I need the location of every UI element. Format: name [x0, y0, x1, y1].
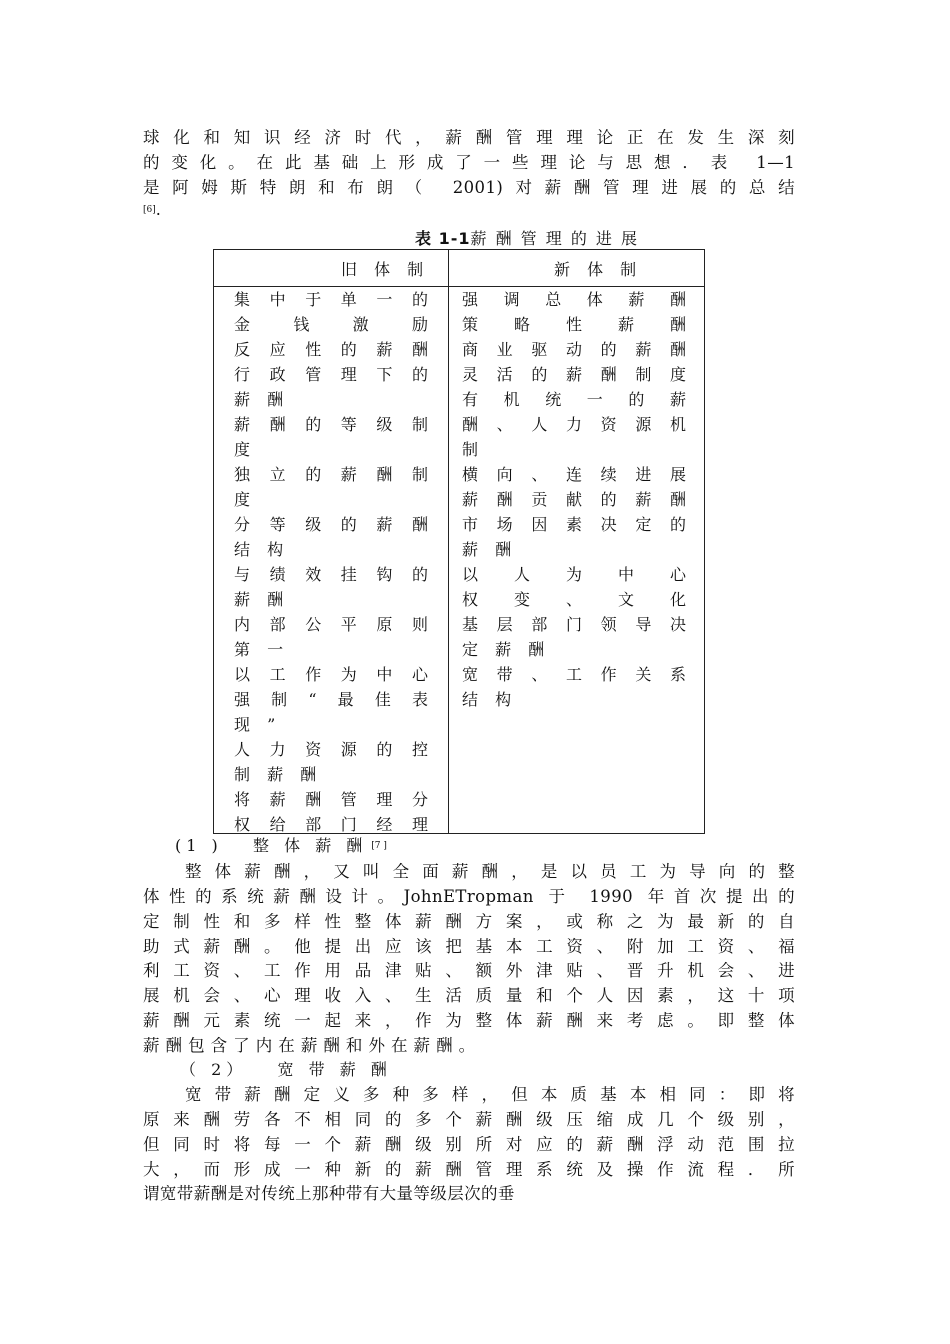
table-cell-line: 有机统一的薪 — [462, 390, 686, 409]
header-old-system: 旧 体 制 — [341, 260, 430, 279]
paragraph-line: 薪 酬 包 含 了 内 在 薪 酬 和 外 在 薪 酬 。 — [143, 1035, 476, 1055]
paragraph-line: 展机会、心理收入、生活质量和个人因素，这十项 — [143, 986, 795, 1006]
paragraph-line: 助式薪酬。他提出应该把基本工资、附加工资、福 — [143, 936, 795, 956]
table-caption — [415, 226, 639, 249]
paragraph-line: 体性的系统薪酬设计。JohnETropman 于 1990 年首次提出的 — [143, 886, 795, 906]
table-cell-line: 权 变 、 文 化 — [462, 590, 686, 609]
table-cell-line: 集中于单一的 — [234, 290, 428, 309]
section2-number: （ 2） — [180, 1060, 248, 1079]
table-cell-line: 薪 酬 — [462, 540, 518, 559]
table-cell-line: 权给部门经理 — [234, 815, 428, 834]
intro-line: 是阿姆斯特朗和布朗（ 2001)对薪酬管理进展的总结 — [143, 178, 795, 197]
intro-line: 的变化。在此基础上形成了一些理论与思想．表 1—1 — [143, 153, 795, 172]
table-cell-line: 横 向 、 连 续 进 展 — [462, 465, 686, 484]
paragraph-line: 谓宽带薪酬是对传统上那种带有大量等级层次的垂 — [143, 1184, 515, 1204]
table-cell-line: 策 略 性 薪 酬 — [462, 315, 686, 334]
table-cell-line: 强制“最佳表 — [234, 690, 428, 709]
section1-number: (1 ) — [175, 836, 223, 855]
section2-heading — [180, 1058, 392, 1082]
table-cell-line: 内部公平原则 — [234, 615, 428, 634]
table-cell-line: 人力资源的控 — [234, 740, 428, 759]
table-cell-line: 制 — [462, 440, 485, 459]
table-cell-line: 商业驱动的薪酬 — [462, 340, 686, 359]
table-cell-line: 度 — [234, 440, 257, 459]
table-cell-line: 以 人 为 中 心 — [462, 565, 686, 584]
table-cell-line: 薪 酬 — [234, 590, 290, 609]
table-cell-line: 酬、人力资源机 — [462, 415, 686, 434]
paragraph-line: 原来酬劳各不相同的多个薪酬级压缩成几个级别， — [143, 1109, 795, 1129]
citation-tail: . — [155, 200, 161, 219]
paragraph-line: 整体薪酬，又叫全面薪酬，是以员工为导向的整 — [185, 862, 795, 881]
table-cell-line: 以 工 作 为 中 心 — [234, 665, 428, 684]
paragraph-line: 薪酬元素统一起来，作为整体薪酬来考虑。即整体 — [143, 1011, 795, 1031]
table-cell-line: 薪 酬 贡 献 的 薪 酬 — [462, 490, 686, 509]
intro-citation — [143, 201, 161, 219]
paragraph-line: 宽带薪酬定义多种多样，但本质基本相同：即将 — [185, 1085, 795, 1104]
table-cell-line: 反应性的薪酬 — [234, 340, 428, 359]
table-cell-line: 薪 酬 — [234, 390, 290, 409]
paragraph-line: 定制性和多样性整体薪酬方案，或称之为最新的自 — [143, 911, 795, 931]
table-cell-line: 结 构 — [462, 690, 518, 709]
table-cell-line: 第 一 — [234, 640, 290, 659]
progress-table — [213, 249, 705, 834]
table-cell-line: 基层部门领导决 — [462, 615, 686, 634]
table-cell-line: 宽带、工作关系 — [462, 665, 686, 684]
table-cell-line: 度 — [234, 490, 257, 509]
table-title: 薪 酬 管 理 的 进 展 — [470, 229, 640, 248]
paragraph-line: 大，而形成一种新的薪酬管理系统及操作流程．所 — [143, 1159, 795, 1179]
section2-title: 宽 带 薪 酬 — [277, 1060, 392, 1079]
table-cell-line: 与绩效挂钩的 — [234, 565, 428, 584]
table-cell-line: 强 调 总 体 薪 酬 — [462, 290, 686, 309]
table-cell-line: 定 薪 酬 — [462, 640, 551, 659]
table-cell-line: 现 ” — [234, 715, 282, 734]
paragraph-line: 但同时将每一个薪酬级别所对应的薪酬浮动范围拉 — [143, 1134, 795, 1154]
table-cell-line: 薪酬的等级制 — [234, 415, 428, 434]
table-cell-line: 分等级的薪酬 — [234, 515, 428, 534]
table-cell-line: 将薪酬管理分 — [234, 790, 428, 809]
intro-line: 球化和知识经济时代，薪酬管理理论正在发生深刻 — [143, 128, 795, 147]
section1-title: 整 体 薪 酬 — [253, 836, 368, 855]
table-cell-line: 结 构 — [234, 540, 290, 559]
table-cell-line: 独立的薪酬制 — [234, 465, 428, 484]
column-divider — [448, 250, 449, 833]
header-new-system: 新 体 制 — [554, 260, 643, 279]
section1-citation: [7 ] — [371, 841, 387, 851]
section1-heading — [175, 834, 387, 858]
table-cell-line: 灵 活 的 薪 酬 制 度 — [462, 365, 686, 384]
table-cell-line: 市场因素决定的 — [462, 515, 686, 534]
citation-ref: [6] — [143, 205, 156, 215]
paragraph-line: 利工资、工作用品津贴、额外津贴、晋升机会、进 — [143, 961, 795, 981]
table-cell-line: 制 薪 酬 — [234, 765, 323, 784]
table-number: 表 1-1 — [415, 229, 471, 248]
table-cell-line: 行政管理下的 — [234, 365, 428, 384]
table-cell-line: 金 钱 激 励 — [234, 315, 428, 334]
